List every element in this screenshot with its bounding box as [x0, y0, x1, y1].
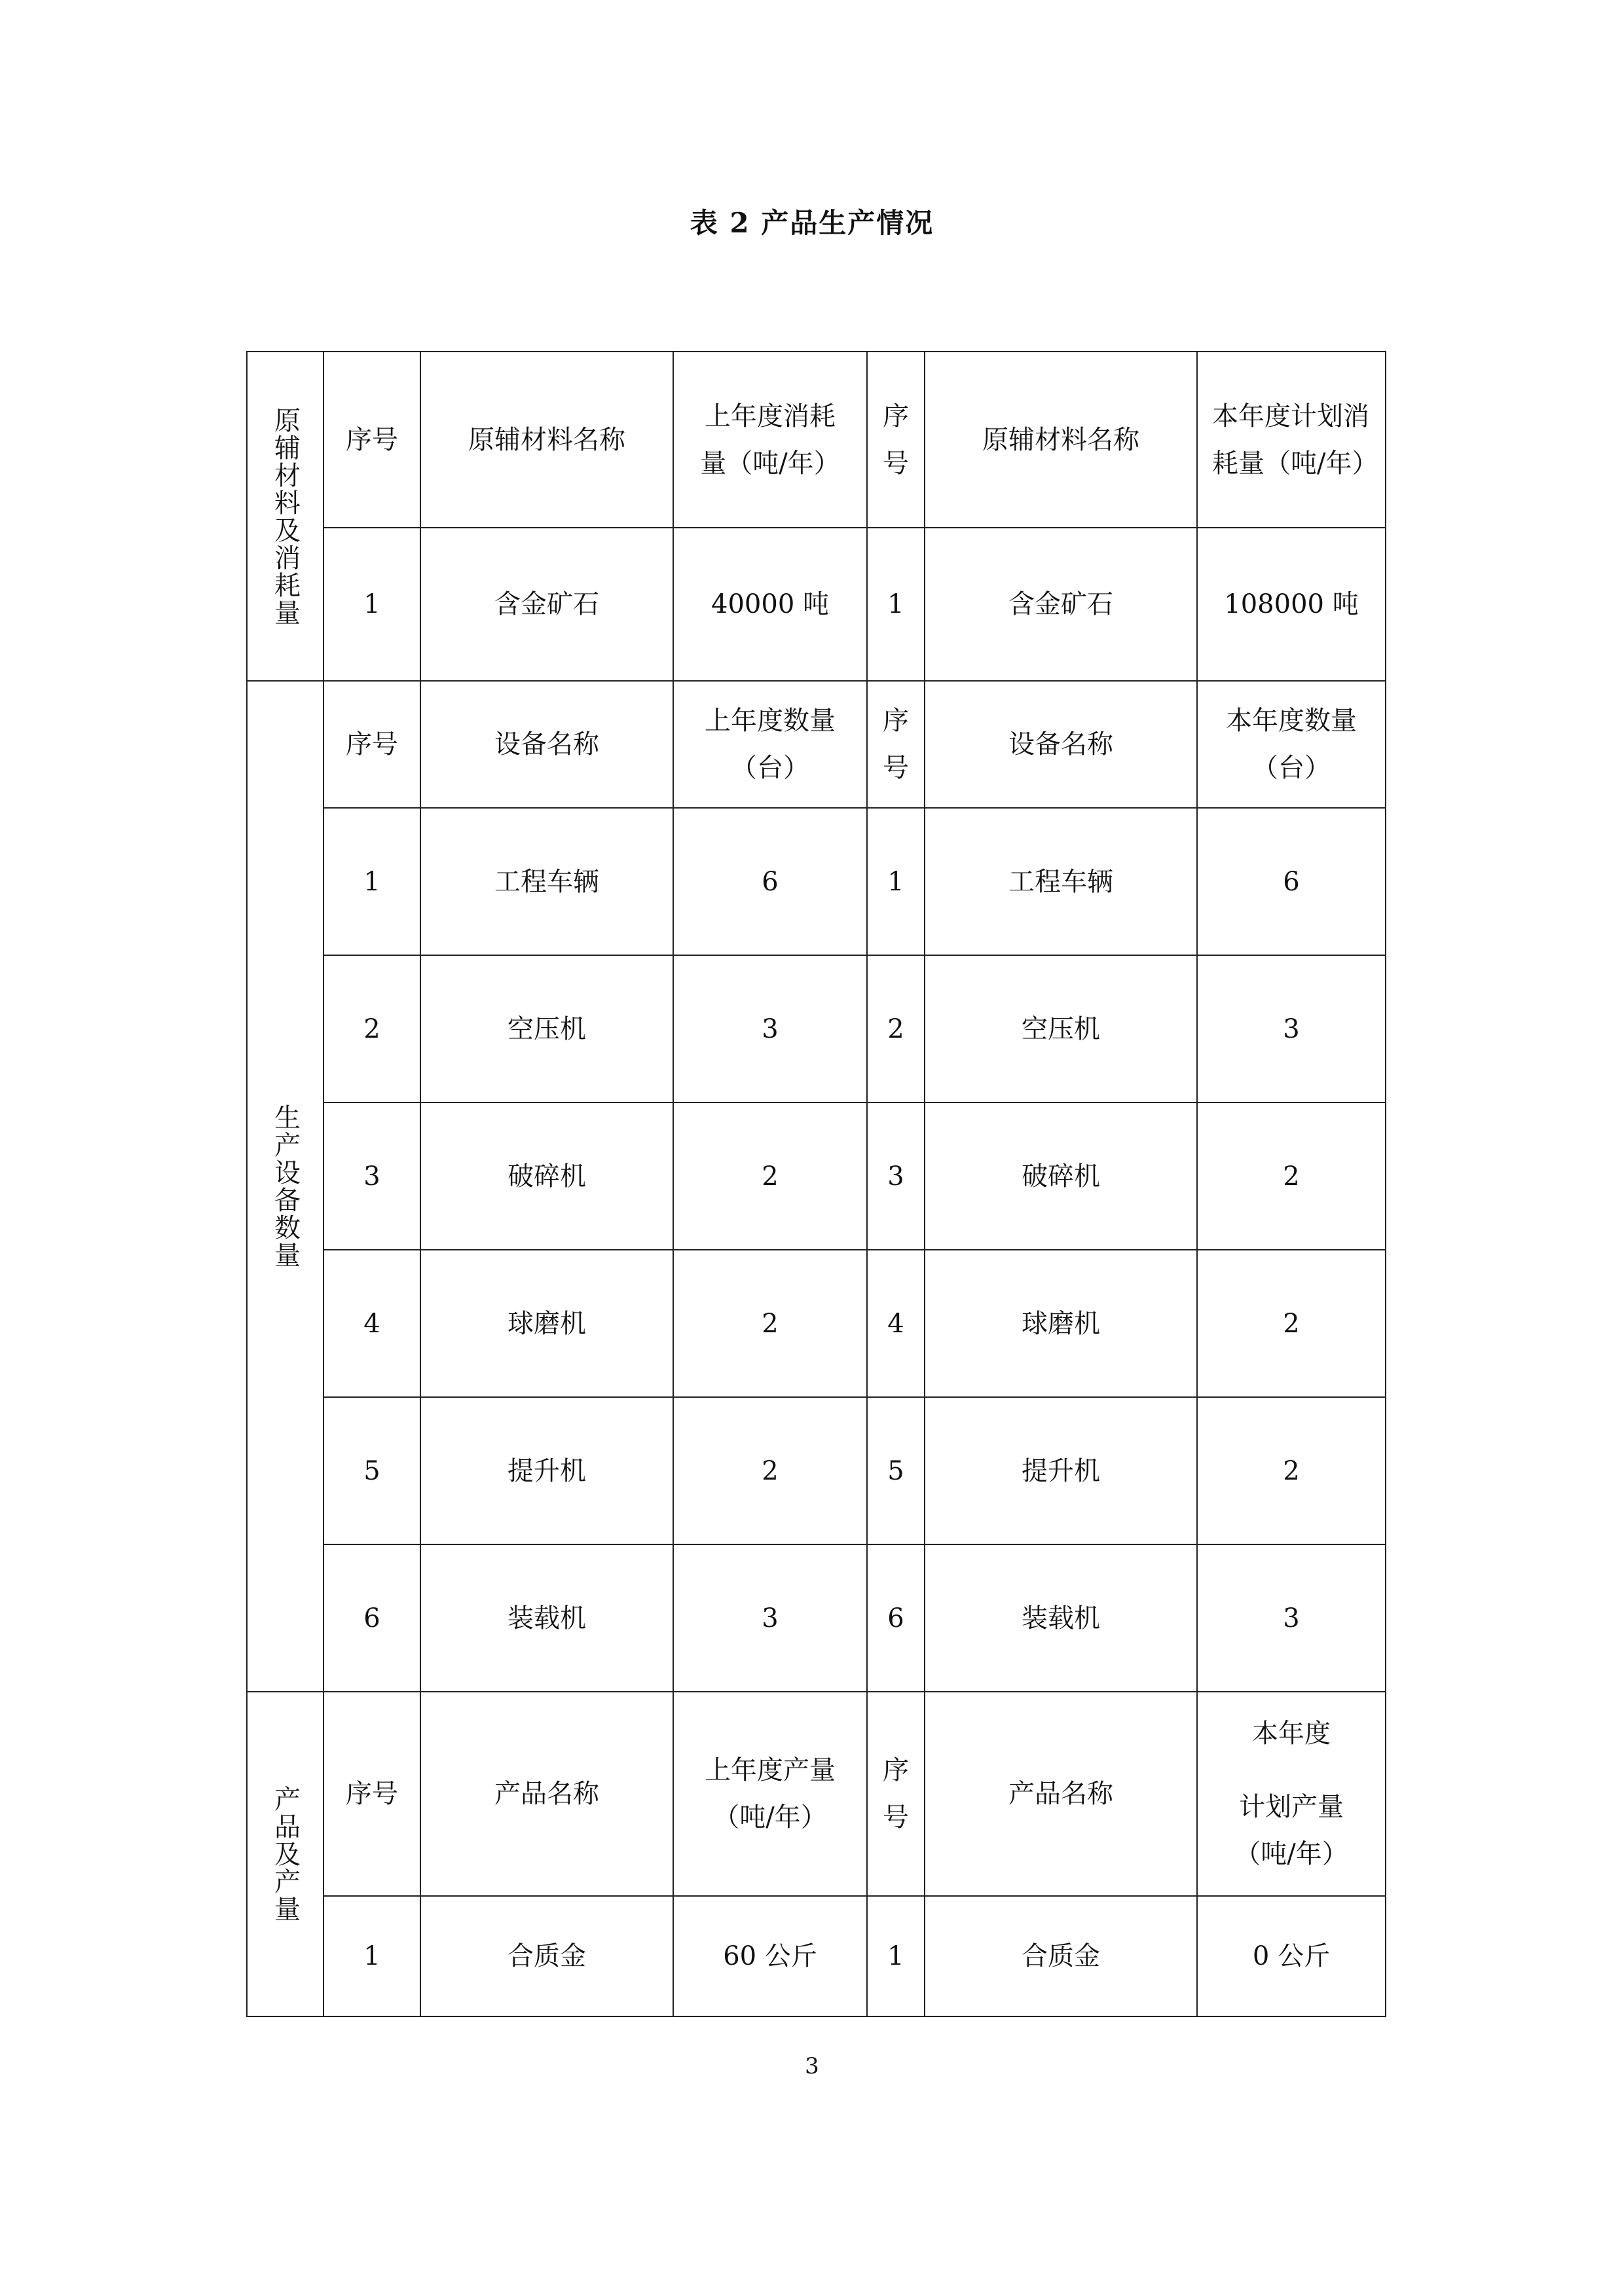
row-equipment-name: 装载机 [420, 1544, 673, 1692]
row-this-year-value: 0 公斤 [1197, 1896, 1386, 2016]
row-seq-2: 1 [867, 528, 925, 681]
row-this-year-value: 3 [1197, 955, 1386, 1102]
header-material-name-2: 原辅材料名称 [925, 352, 1197, 528]
row-last-year-value: 2 [673, 1102, 867, 1250]
header-seq: 序号 [323, 681, 420, 808]
header-last-year-consumption: 上年度消耗量（吨/年） [673, 352, 867, 528]
row-last-year-value: 3 [673, 1544, 867, 1692]
page-number: 3 [805, 2053, 819, 2079]
row-seq: 4 [323, 1250, 420, 1397]
table-row [247, 955, 1386, 1102]
row-seq-2: 3 [867, 1102, 925, 1250]
products-section-label: 产品及产量 [247, 1692, 323, 2016]
equipment-header-row [247, 681, 1386, 808]
table-row [247, 1896, 1386, 2016]
header-seq-2: 序号 [867, 1692, 925, 1896]
header-seq-2: 序号 [867, 681, 925, 808]
row-last-year-value: 40000 吨 [673, 528, 867, 681]
row-last-year-value: 60 公斤 [673, 1896, 867, 2016]
row-equipment-name: 空压机 [420, 955, 673, 1102]
header-this-year-output-line1: 本年度 [1252, 1719, 1331, 1749]
row-equipment-name-2: 破碎机 [925, 1102, 1197, 1250]
header-last-year-output: 上年度产量（吨/年） [673, 1692, 867, 1896]
header-seq: 序号 [323, 1692, 420, 1896]
row-last-year-value: 6 [673, 808, 867, 955]
row-last-year-value: 2 [673, 1250, 867, 1397]
row-seq: 6 [323, 1544, 420, 1692]
products-header-row [247, 1692, 1386, 1896]
row-this-year-value: 6 [1197, 808, 1386, 955]
row-equipment-name-2: 球磨机 [925, 1250, 1197, 1397]
row-seq-2: 1 [867, 1896, 925, 2016]
table-row [247, 1250, 1386, 1397]
header-this-year-output [1197, 1692, 1386, 1896]
equipment-section-label: 生产设备数量 [247, 681, 323, 1692]
page-title: 表 2 产品生产情况 [690, 207, 934, 239]
row-this-year-value: 2 [1197, 1250, 1386, 1397]
row-seq-2: 4 [867, 1250, 925, 1397]
row-this-year-value: 2 [1197, 1397, 1386, 1544]
row-equipment-name: 球磨机 [420, 1250, 673, 1397]
header-this-year-output-line2: 计划产量（吨/年） [1234, 1792, 1348, 1869]
row-seq: 5 [323, 1397, 420, 1544]
row-seq: 1 [323, 1896, 420, 2016]
header-material-name: 原辅材料名称 [420, 352, 673, 528]
row-product-name: 合质金 [420, 1896, 673, 2016]
header-seq-2: 序号 [867, 352, 925, 528]
production-table [246, 351, 1386, 2017]
row-seq: 1 [323, 808, 420, 955]
row-seq-2: 5 [867, 1397, 925, 1544]
row-material-name: 含金矿石 [420, 528, 673, 681]
row-this-year-value: 3 [1197, 1544, 1386, 1692]
header-last-year-count: 上年度数量（台） [673, 681, 867, 808]
table-row [247, 808, 1386, 955]
materials-section-label: 原辅材料及消耗量 [247, 352, 323, 681]
row-equipment-name: 破碎机 [420, 1102, 673, 1250]
row-equipment-name-2: 工程车辆 [925, 808, 1197, 955]
row-product-name-2: 合质金 [925, 1896, 1197, 2016]
header-equipment-name: 设备名称 [420, 681, 673, 808]
row-seq-2: 2 [867, 955, 925, 1102]
row-equipment-name-2: 装载机 [925, 1544, 1197, 1692]
row-last-year-value: 2 [673, 1397, 867, 1544]
row-seq-2: 1 [867, 808, 925, 955]
row-material-name-2: 含金矿石 [925, 528, 1197, 681]
row-last-year-value: 3 [673, 955, 867, 1102]
row-equipment-name-2: 空压机 [925, 955, 1197, 1102]
table-row [247, 528, 1386, 681]
table-row [247, 1397, 1386, 1544]
row-seq: 3 [323, 1102, 420, 1250]
row-seq-2: 6 [867, 1544, 925, 1692]
header-product-name-2: 产品名称 [925, 1692, 1197, 1896]
materials-header-row [247, 352, 1386, 528]
row-equipment-name: 工程车辆 [420, 808, 673, 955]
header-this-year-consumption: 本年度计划消耗量（吨/年） [1197, 352, 1386, 528]
row-equipment-name-2: 提升机 [925, 1397, 1197, 1544]
row-seq: 2 [323, 955, 420, 1102]
row-seq: 1 [323, 528, 420, 681]
row-equipment-name: 提升机 [420, 1397, 673, 1544]
row-this-year-value: 108000 吨 [1197, 528, 1386, 681]
row-this-year-value: 2 [1197, 1102, 1386, 1250]
header-this-year-count: 本年度数量（台） [1197, 681, 1386, 808]
header-product-name: 产品名称 [420, 1692, 673, 1896]
table-row [247, 1102, 1386, 1250]
header-seq: 序号 [323, 352, 420, 528]
table-row [247, 1544, 1386, 1692]
header-equipment-name-2: 设备名称 [925, 681, 1197, 808]
